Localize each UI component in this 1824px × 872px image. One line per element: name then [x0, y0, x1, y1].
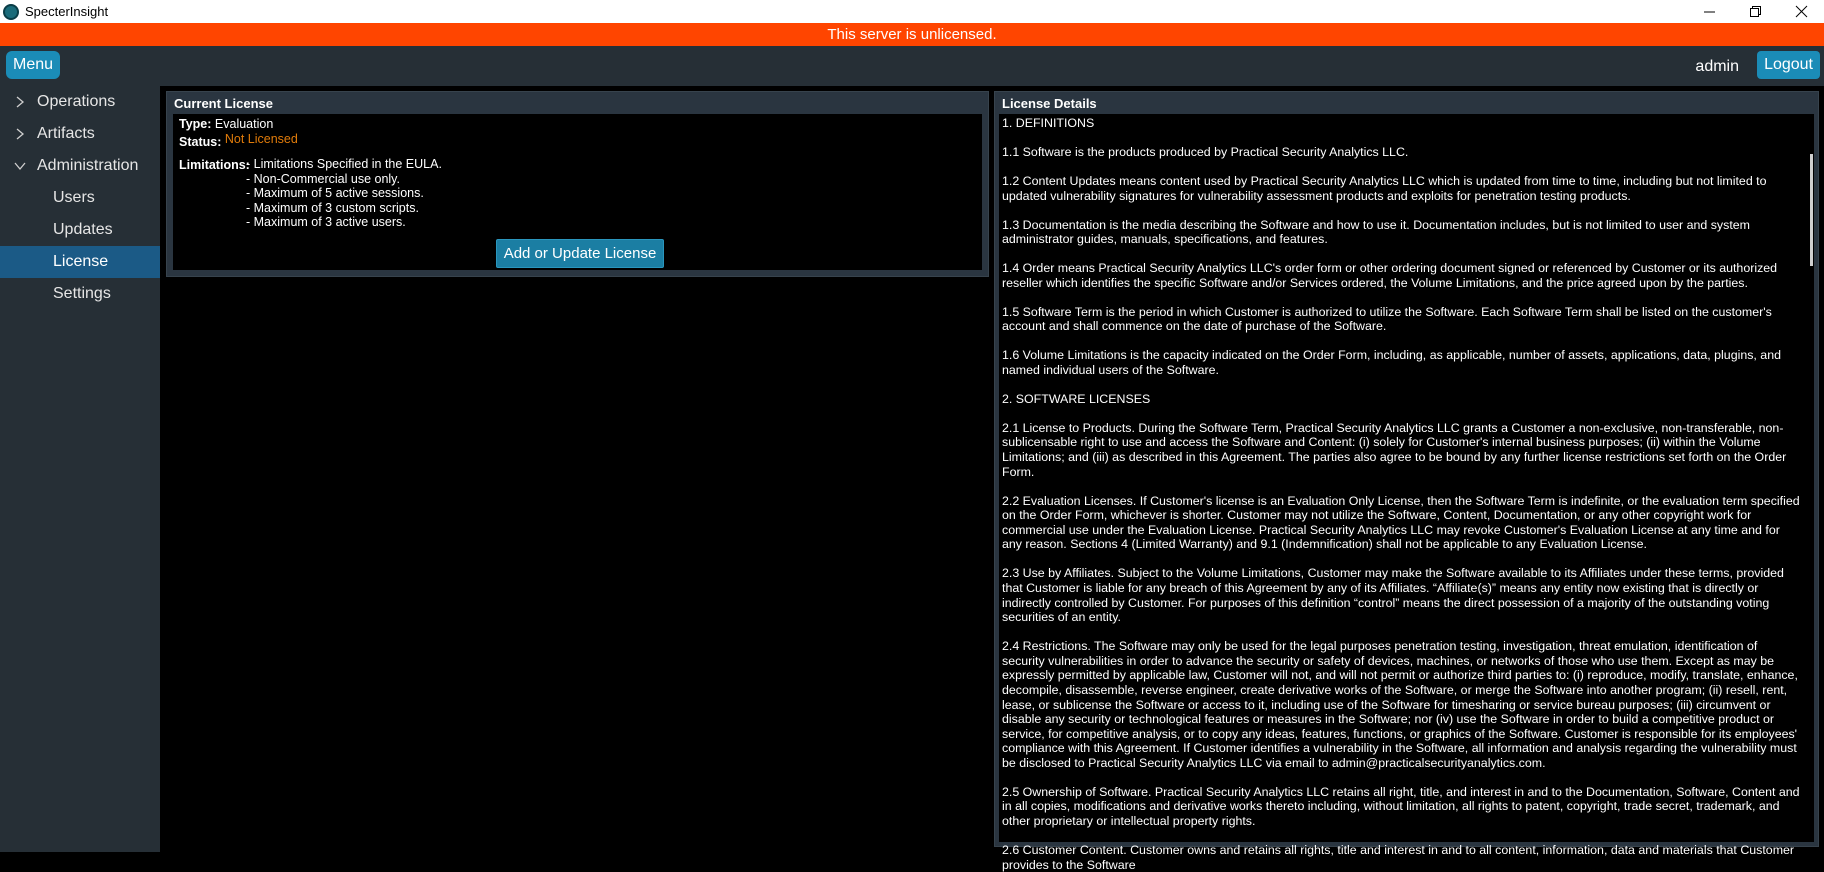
status-label: Status: — [179, 135, 222, 149]
eula-paragraph: 1. DEFINITIONS — [1002, 116, 1095, 130]
limitation-item: - Maximum of 3 active users. — [246, 215, 406, 230]
sidebar-item-label: License — [53, 253, 109, 270]
sidebar-item-license[interactable] — [0, 246, 160, 278]
limitation-item: - Limitations Specified in the EULA. — [246, 157, 442, 171]
sidebar-item-label: Users — [53, 189, 95, 206]
panel-title: License Details — [1002, 95, 1097, 111]
license-status-row — [179, 132, 298, 149]
eula-paragraph: 2.2 Evaluation Licenses. If Customer's license is an Evaluation Only License, then the Software Term is indefinite, or the evaluation term specified on the Order Form, whichever is shorter. Customer may not utilize the Software, Content, Documentation, or any other copyright work for commercial use under the Evaluation License. Practical Security Analytics LLC may revoke Customer's Evaluation License at any time and for any reason. Sections 4 (Limited Warranty) and 9.1 (Indemnification) shall not be applicable to any Evaluation License. — [1002, 493, 1800, 552]
license-type-row — [179, 117, 273, 131]
panel-title: Current License — [174, 95, 273, 111]
eula-paragraph: 1.6 Volume Limitations is the capacity indicated on the Order Form, including, as applicable, number of assets, applications, data, plugins, and named individual users of the Software. — [1002, 348, 1781, 377]
sidebar-item-administration[interactable] — [0, 150, 160, 182]
close-icon[interactable] — [1778, 0, 1824, 23]
eula-paragraph: 1.1 Software is the products produced by Practical Security Analytics LLC. — [1002, 144, 1409, 159]
sidebar — [0, 86, 160, 852]
status-value: Not Licensed — [224, 132, 298, 146]
sidebar-item-users[interactable] — [0, 182, 160, 214]
app-logo-icon — [3, 4, 19, 20]
minimize-icon[interactable] — [1686, 0, 1732, 23]
logout-button[interactable]: Logout — [1757, 51, 1820, 79]
sidebar-item-label: Operations — [37, 93, 116, 110]
chevron-down-icon — [13, 162, 27, 170]
chevron-right-icon — [13, 128, 27, 140]
window-titlebar — [0, 0, 1824, 23]
eula-paragraph: 1.5 Software Term is the period in which Customer is authorized to utilize the Software. Each Software Term shall be listed on the customer's account and shall commence on the date of purchase of the Software. — [1002, 304, 1772, 334]
current-license-panel — [166, 91, 989, 277]
window-title: SpecterInsight — [25, 4, 109, 19]
chevron-right-icon — [13, 96, 27, 108]
sidebar-item-label: Artifacts — [37, 125, 95, 142]
eula-paragraph: 2.3 Use by Affiliates. Subject to the Volume Limitations, Customer may make the Software available to its Affiliates under these terms, provided that Customer is liable for any breach of this Agreement by any of its Affiliates. “Affiliate(s)” means any entity now existing that is directly or indirectly controlled by Customer. For purposes of this definition “control” means the direct possession of a majority of the outstanding voting securities of an entity. — [1002, 566, 1784, 625]
sidebar-item-settings[interactable] — [0, 278, 160, 310]
eula-text — [1002, 116, 1802, 872]
eula-paragraph: 2.6 Customer Content. Customer owns and retains all rights, title and interest in and to all content, information, data and materials that Customer provides to the Software — [1002, 843, 1795, 872]
license-details-panel — [994, 91, 1819, 872]
sidebar-item-label: Administration — [37, 157, 139, 174]
sidebar-item-label: Settings — [53, 285, 111, 302]
current-license-body — [173, 114, 982, 270]
window-controls — [1686, 0, 1824, 23]
eula-paragraph: 2.1 License to Products. During the Software Term, Practical Security Analytics LLC grants a Customer a non-exclusive, non-transferable, non-sublicensable right to use and access the Software and Content: (i) solely for Customer's internal business purposes; (ii) within the Volume Limitations; and (iii) as described in this Agreement. The parties also agree to be bound by any further license restrictions set forth on the Order Form. — [1002, 420, 1787, 479]
type-label: Type: — [179, 117, 212, 131]
menu-button[interactable]: Menu — [6, 51, 60, 79]
limitation-item: - Maximum of 3 custom scripts. — [246, 200, 419, 215]
sidebar-item-updates[interactable] — [0, 214, 160, 246]
eula-paragraph: 1.3 Documentation is the media describing the Software and how to use it. Documentation includes, but is not limited to user and system administrator guides, manuals, specifications, and features. — [1002, 217, 1750, 247]
eula-paragraph: 2.5 Ownership of Software. Practical Security Analytics LLC retains all right, title, and interest in and to the Documentation, Software, Content and in all copies, modifications and derivative works thereto including, without limitation, all rights to patent, copyright, trade secret, trademark, and other proprietary or intellectual property rights. — [1002, 784, 1800, 829]
eula-paragraph: 2. SOFTWARE LICENSES — [1002, 391, 1151, 406]
username-label: admin — [1695, 58, 1739, 75]
eula-paragraph: 1.2 Content Updates means content used by Practical Security Analytics LLC which is updated from time to time, including but not limited to updated vulnerability signatures for vulnerability assessment products and exploits for penetration testing products. — [1002, 173, 1767, 203]
limitations-list — [246, 157, 442, 230]
sidebar-item-label: Updates — [53, 221, 113, 238]
limitation-item: - Maximum of 5 active sessions. — [246, 186, 424, 201]
unlicensed-banner: This server is unlicensed. — [0, 23, 1824, 46]
license-details-body[interactable] — [999, 114, 1814, 872]
limitation-item: - Non-Commercial use only. — [246, 171, 400, 186]
restore-icon[interactable] — [1732, 0, 1778, 23]
eula-paragraph: 2.4 Restrictions. The Software may only be used for the legal purposes penetration testing, investigation, threat emulation, identification of security vulnerabilities in order to advance the security or safety of devices, machines, or networks of those who use them. Except as may be expressly permitted by applicable law, Customer will not, and will not permit or authorize third parties to: (i) reproduce, modify, translate, enhance, decompile, disassemble, reverse engineer, create derivative works of the Software, or merge the Software into another program; (ii) resell, rent, lease, or sublicense the Software or access to it, including use of the Software for timesharing or service bureau purposes; (iii) circumvent or disable any security or technological features or measures in the Software; nor (iv) use the Software in order to build a competitive product or service, for competitive analysis, or to copy any ideas, features, functions, or graphics of the Software. Customer is responsible for its employees' compliance with this Agreement. If Customer identifies a vulnerability in the Software, all information and analysis regarding the vulnerability must be disclosed to Practical Security Analytics LLC via email to admin@practicalsecurityanalytics.com. — [1002, 639, 1798, 770]
add-update-license-button[interactable]: Add or Update License — [496, 239, 664, 268]
sidebar-item-operations[interactable] — [0, 86, 160, 118]
limitations-label: Limitations: — [179, 158, 250, 172]
sidebar-item-artifacts[interactable] — [0, 118, 160, 150]
eula-paragraph: 1.4 Order means Practical Security Analytics LLC's order form or other ordering document signed or referenced by Customer or its authorized reseller which identifies the specific Software and/or Services ordered, the Volume Limitations, and the price agreed upon by the parties. — [1002, 261, 1778, 290]
top-bar — [0, 46, 1824, 86]
type-value: Evaluation — [214, 117, 274, 131]
vertical-scrollbar[interactable] — [1810, 154, 1813, 266]
